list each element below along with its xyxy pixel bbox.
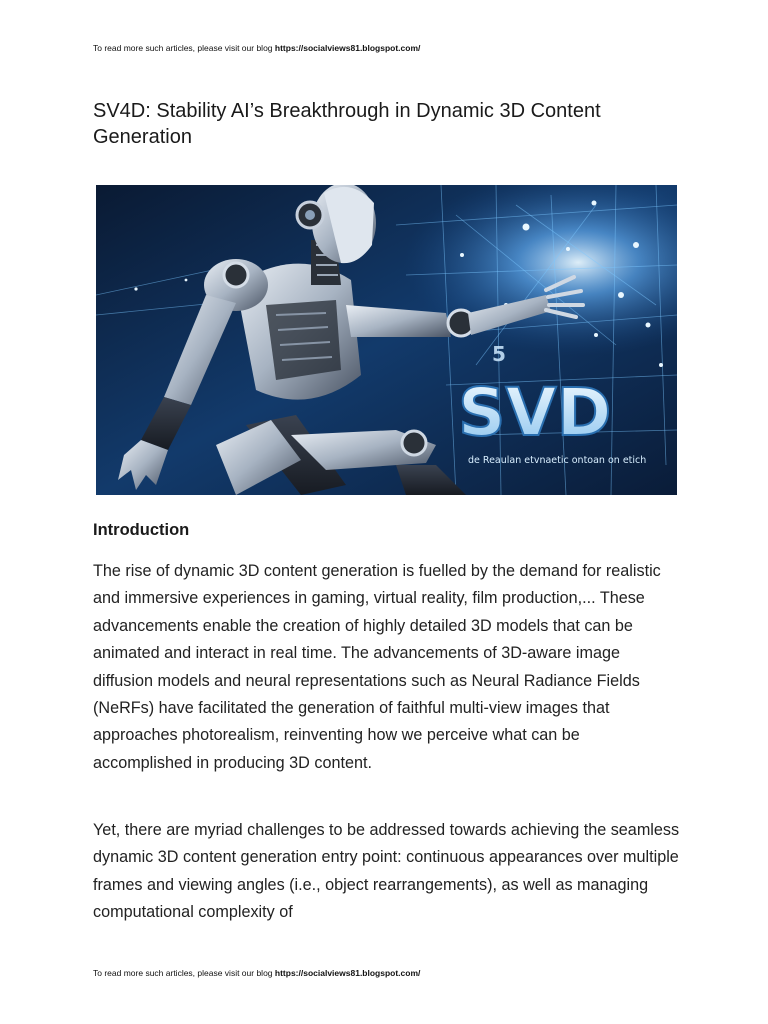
paragraph-2: Yet, there are myriad challenges to be addressed towards achieving the seamless dynamic 3D content generation entry point: continuous appearances over multiple frames and viewing angles (i.e., object rearrangements), as well as managing computational complexity of	[93, 821, 680, 922]
hero-image	[96, 185, 677, 495]
footer-note	[93, 968, 420, 978]
article-title: SV4D: Stability AI’s Breakthrough in Dynamic 3D Content Generation	[93, 100, 601, 148]
header-note-text: To read more such articles, please visit our blog	[93, 43, 275, 53]
logo-small-digit: 5	[492, 342, 506, 366]
intro-heading: Introduction	[93, 521, 190, 539]
hero-illustration	[96, 185, 677, 495]
footer-note-text: To read more such articles, please visit our blog	[93, 968, 275, 978]
header-blog-link[interactable]: https://socialviews81.blogspot.com/	[274, 43, 421, 53]
paragraph-1: The rise of dynamic 3D content generation is fuelled by the demand for realistic and immersive experiences in gaming, virtual reality, film production,... These advancements enable the creation of highly detailed 3D models that can be animated and interact in real time. The advancements of 3D-aware image diffusion models and neural representations such as Neural Radiance Fields (NeRFs) have facilitated the generation of faithful multi-view images that approaches photorealism, reinventing how we perceive what can be accomplished in producing 3D content.	[93, 562, 661, 772]
logo-text: SVD	[458, 374, 612, 451]
footer-blog-link[interactable]: https://socialviews81.blogspot.com/	[274, 968, 421, 978]
logo-caption: de Reaulan etvnaetic ontoan on etich	[468, 455, 647, 466]
header-note	[93, 43, 420, 53]
